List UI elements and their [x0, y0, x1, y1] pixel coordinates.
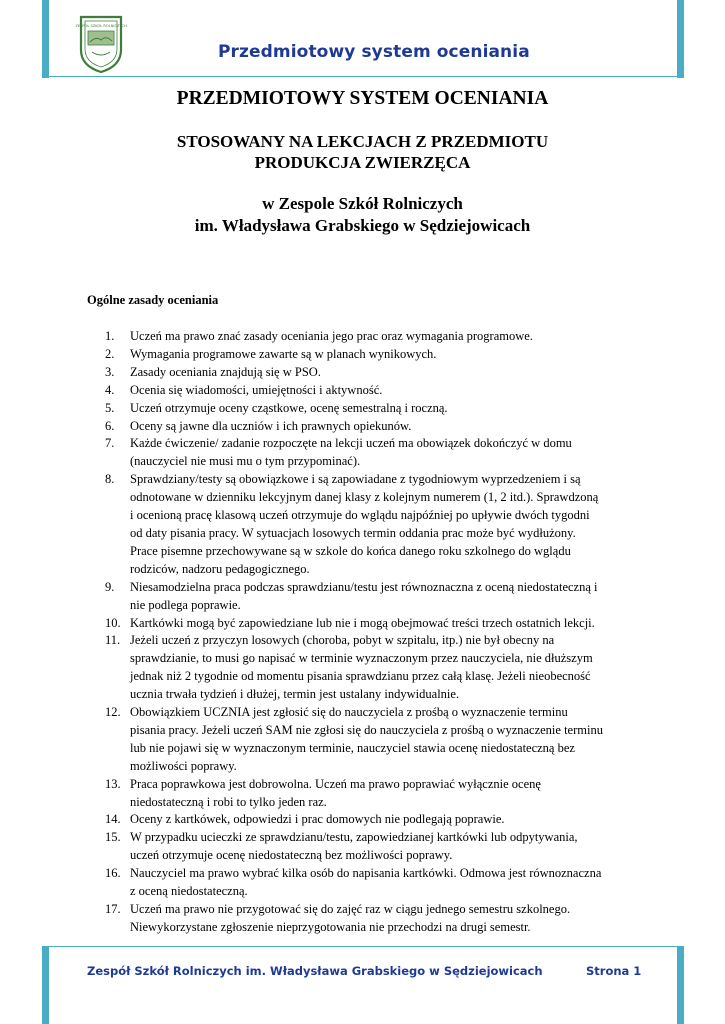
document-subtitle [0, 131, 725, 173]
rule-text-line: Oceny z kartkówek, odpowiedzi i prac domowych nie podlegają poprawie. [130, 812, 505, 827]
section-title: Ogólne zasady oceniania [87, 293, 219, 307]
rule-number: 15. [105, 830, 121, 845]
footer-divider [42, 946, 684, 947]
rule-item [0, 328, 645, 346]
rule-text-line: od daty pisania pracy. W sytuacjach losowych termin oddania prac może być wydłużony. [130, 525, 576, 540]
rule-item [0, 400, 645, 418]
rule-number: 14. [105, 812, 121, 827]
rule-text-line: Prace pisemne przechowywane są w szkole do końca danego roku szkolnego do wglądu [130, 543, 571, 558]
rule-item [0, 615, 645, 633]
rule-text-line: ucznia trwała tydzień i dłużej, termin jest ustalany indywidualnie. [130, 687, 460, 702]
rule-number: 16. [105, 866, 121, 881]
rule-number: 5. [105, 400, 115, 415]
rule-text-line: (nauczyciel nie musi mu o tym przypominać). [130, 454, 361, 469]
rule-number: 12. [105, 705, 121, 720]
rule-text-line: Niewykorzystane zgłoszenie nieprzygotowania nie przechodzi na drugi semestr. [130, 919, 531, 934]
rule-number: 2. [105, 346, 115, 361]
rule-text-line: z oceną niedostateczną. [130, 884, 248, 899]
rule-text-line: możliwości poprawy. [130, 758, 237, 773]
rule-item [0, 364, 645, 382]
rule-number: 8. [105, 472, 115, 487]
rule-text-line: Sprawdziany/testy są obowiązkowe i są zapowiadane z tygodniowym wyprzedzeniem i są [130, 472, 581, 487]
school-line-1: w Zespole Szkół Rolniczych [262, 194, 463, 213]
rule-text-line: Praca poprawkowa jest dobrowolna. Uczeń ma prawo poprawiać wyłącznie ocenę [130, 776, 541, 791]
rule-item [0, 704, 645, 776]
header-title: Przedmiotowy system oceniania [218, 42, 530, 62]
rule-text-line: Uczeń ma prawo znać zasady oceniania jego prac oraz wymagania programowe. [130, 329, 533, 343]
rule-text-line: pisania pracy. Jeżeli uczeń SAM nie zgłosi się do nauczyciela z prośbą o wyznaczenie terminu [130, 722, 603, 737]
rules-list [0, 328, 725, 937]
rule-number: 6. [105, 418, 115, 433]
rule-text-line: jednak niż 2 tygodnie od momentu pisania sprawdzianu przez całą klasę. Jeżeli nieobecność [130, 669, 591, 684]
rule-number: 3. [105, 364, 115, 379]
rule-text-line: lub nie pojawi się w wyznaczonym terminie, nauczyciel stawia ocenę niedostateczną bez [130, 740, 575, 755]
page-number: Strona 1 [586, 964, 642, 978]
rule-text-line: Obowiązkiem UCZNIA jest zgłosić się do nauczyciela z prośbą o wyznaczenie terminu [130, 705, 568, 720]
rule-text-line: rodziców, nadzoru pedagogicznego. [130, 561, 310, 576]
school-logo [75, 14, 127, 74]
header-divider [42, 76, 684, 77]
header-left-bar [42, 0, 49, 78]
rule-text-line: W przypadku ucieczki ze sprawdzianu/testu, zapowiedzianej kartkówki lub odpytywania, [130, 830, 578, 845]
rule-text-line: Oceny są jawne dla uczniów i ich prawnych opiekunów. [130, 418, 412, 433]
document-title: PRZEDMIOTOWY SYSTEM OCENIANIA [176, 88, 549, 109]
rule-item [0, 811, 645, 829]
rule-text-line: odnotowane w dzienniku lekcyjnym danej klasy z kolejnym numerem (1, 2 itd.). Sprawdzoną [130, 490, 599, 505]
rule-text-line: Ocenia się wiadomości, umiejętności i aktywność. [130, 382, 383, 397]
rule-text-line: Każde ćwiczenie/ zadanie rozpoczęte na lekcji uczeń ma obowiązek dokończyć w domu [130, 436, 572, 451]
footer-left-bar [42, 946, 49, 1024]
rule-text-line: uczeń otrzymuje ocenę niedostateczną bez możliwości poprawy. [130, 848, 453, 863]
rule-text-line: sprawdzianie, to musi go napisać w terminie wyznaczonym przez nauczyciela, nie dłuższym [130, 651, 593, 666]
rule-text-line: Uczeń otrzymuje oceny cząstkowe, ocenę semestralną i roczną. [130, 400, 448, 415]
rule-number: 13. [105, 776, 121, 791]
rule-item [0, 865, 645, 901]
rule-text-line: Uczeń ma prawo nie przygotować się do zajęć raz w ciągu jednego semestru szkolnego. [130, 902, 571, 916]
rule-item [0, 829, 645, 865]
school-name [0, 193, 725, 237]
rule-text-line: Wymagania programowe zawarte są w planach wynikowych. [130, 346, 437, 361]
rule-text-line: Jeżeli uczeń z przyczyn losowych (choroba, pobyt w szpitalu, itp.) nie był obecny na [130, 633, 555, 648]
header-right-bar [677, 0, 684, 78]
rule-number: 10. [105, 615, 121, 630]
rule-text-line: Niesamodzielna praca podczas sprawdzianu/testu jest równoznaczna z oceną niedostateczną i [130, 579, 598, 594]
rule-text-line: Zasady oceniania znajdują się w PSO. [130, 364, 321, 379]
footer-right-bar [677, 946, 684, 1024]
rule-item [0, 632, 645, 704]
rule-item [0, 901, 645, 937]
rule-number: 7. [105, 436, 115, 451]
logo-text: ZESPÓŁ SZKÓŁ ROLNICZYCH [75, 24, 127, 28]
rule-item [0, 418, 645, 436]
rule-text-line: nie podlega poprawie. [130, 597, 241, 612]
rule-text-line: niedostateczną i robi to tylko jeden raz. [130, 794, 327, 809]
rule-number: 1. [105, 329, 115, 343]
rule-text-line: i ocenioną pracę klasową uczeń otrzymuje do wglądu najpóźniej po upływie dwóch tygodni [130, 508, 590, 523]
footer-school: Zespół Szkół Rolniczych im. Władysława Grabskiego w Sędziejowicach [87, 964, 543, 978]
rule-item [0, 776, 645, 812]
rule-text-line: Nauczyciel ma prawo wybrać kilka osób do napisania kartkówki. Odmowa jest równoznaczna [130, 866, 602, 881]
rule-item [0, 382, 645, 400]
rule-number: 9. [105, 579, 115, 594]
subtitle-line-1: STOSOWANY NA LEKCJACH Z PRZEDMIOTU [176, 132, 549, 151]
rule-number: 4. [105, 382, 115, 397]
rule-text-line: Kartkówki mogą być zapowiedziane lub nie i mogą obejmować treści trzech ostatnich lekcji. [130, 615, 595, 630]
rule-item [0, 435, 645, 471]
rule-number: 17. [105, 902, 121, 916]
rule-item [0, 579, 645, 615]
rule-number: 11. [105, 633, 121, 648]
rule-item [0, 471, 645, 578]
school-line-2: im. Władysława Grabskiego w Sędziejowicach [194, 216, 531, 235]
subtitle-line-2: PRODUKCJA ZWIERZĘCA [254, 153, 471, 172]
rule-item [0, 346, 645, 364]
